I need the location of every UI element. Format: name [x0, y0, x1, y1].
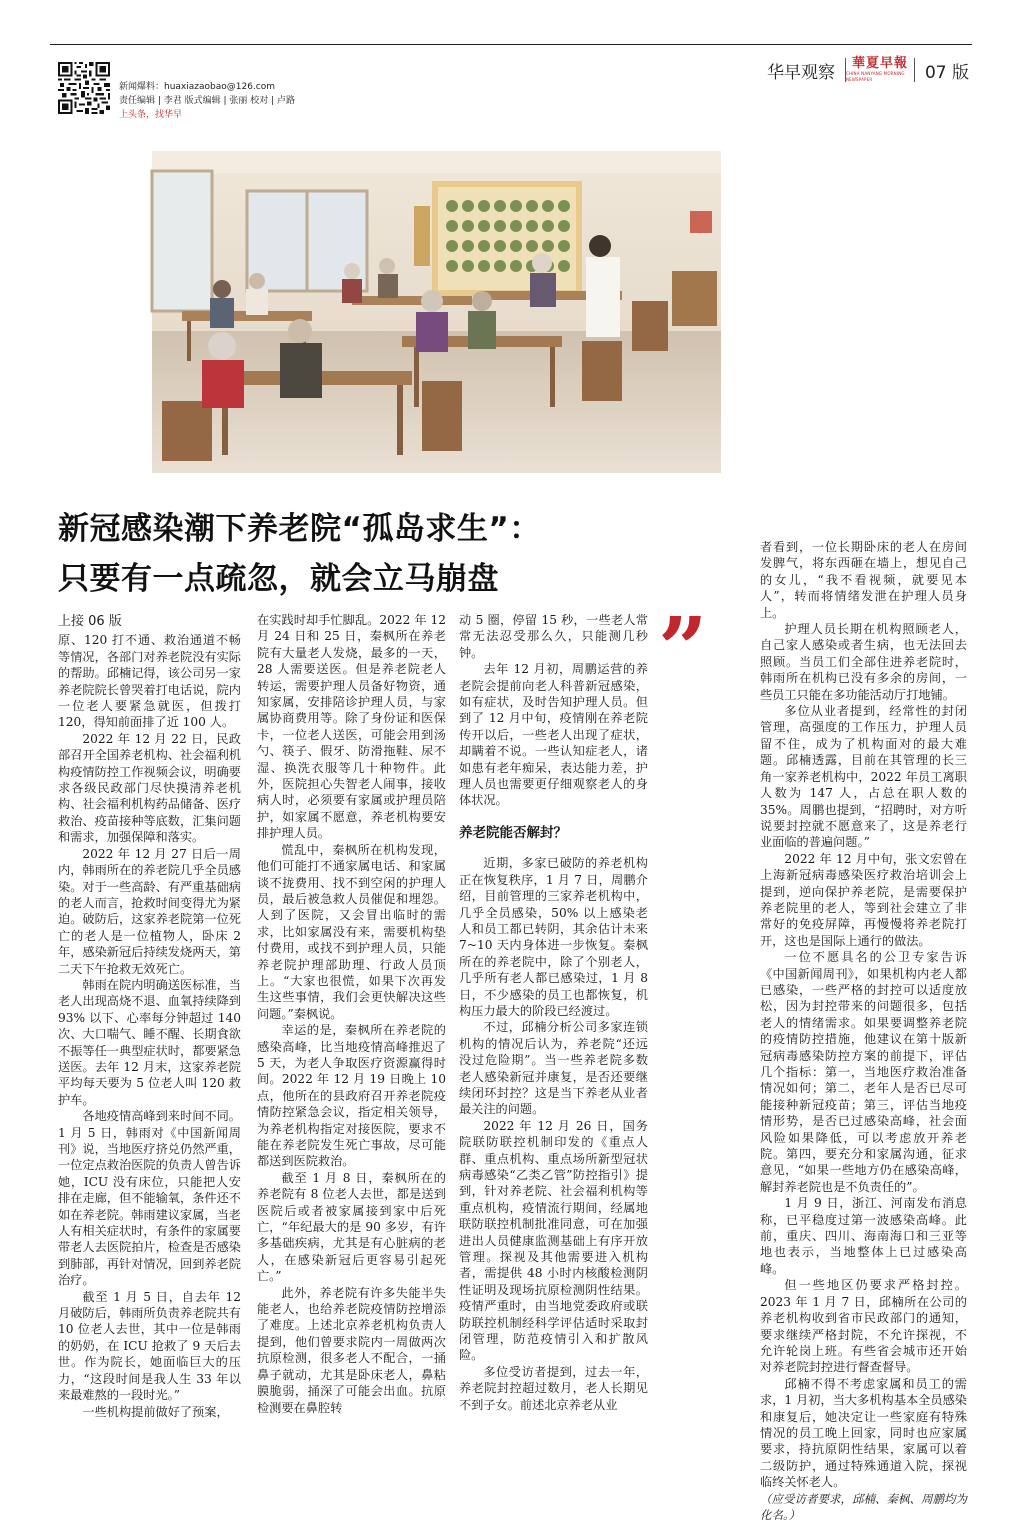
paragraph: 邱楠不得不考虑家属和员工的需求，1 月初，当大多机构基本全员感染和康复后，她决定让一些家庭有特殊情况的员工晚上回家，同时也应家属要求，持抗原阴性结果，家属可以着二级防护，通过特殊通道入院，探视临终关怀老人。	[760, 1376, 967, 1490]
paragraph: 2022 年 12 月 22 日，民政部召开全国养老机构、社会福利机构疫情防控工作视频会议，明确要求各级民政部门尽快摸清养老机构、社会福利机构药品储备、医疗救治、疫苗接种等底数，汇集问题和需求，加强保障和落实。	[58, 731, 241, 845]
logo-subtext: CHINA NANYANG MORNING NEWSPAPER	[845, 71, 905, 82]
page-number: 07 版	[924, 62, 969, 83]
headline-line-2: 只要有一点疏忽，就会立马崩盘	[58, 561, 499, 597]
masthead	[767, 58, 969, 82]
staff-line: 责任编辑 | 李君 版式编辑 | 张丽 校对 | 卢路	[119, 96, 295, 106]
headline-line-1: 新冠感染潮下养老院“孤岛求生”：	[58, 511, 541, 547]
paragraph: 慌乱中，秦枫所在机构发现，他们可能打不通家属电话、和家属谈不拢费用、找不到空闲的护理人员，最后被急救人员催促和埋怨。人到了医院，又会冒出临时的需求，比如家属没有来，需要机构垫付费用，或找不到护理人员，只能养老院护理部助理、行政人员顶上。“大家也很慌，如果下次再发生这些事情，我们会更快解决这些问题。”秦枫说。	[257, 842, 446, 1021]
quote-mark-icon: ”	[658, 599, 708, 700]
paragraph: 截至 1 月 5 日，自去年 12 月破防后，韩雨所负责养老院共有 10 位老人去世，其中一位是韩雨的奶奶，在 ICU 抢救了 9 天后去世。作为院长，她面临巨大的压力，“这段时间是我人生 33 年以来最难熬的一段时光。”	[58, 1289, 241, 1403]
article-column-4	[760, 539, 967, 1522]
paragraph: 各地疫情高峰到来时间不同。1 月 5 日，韩雨对《中国新闻周刊》说，当地医疗挤兑仍然严重，一位定点救治医院的负责人曾告诉她，ICU 没有床位，只能把人安排在走廊，但不能输氧，条件还不如在养老院。韩雨建议家属，当老人有相关症状时，有条件的家属要带老人去医院拍片，检查是否感染到肺部，再针对情况，回到养老院治疗。	[58, 1109, 241, 1288]
paragraph: 1 月 9 日，浙江、河南发布消息称，已平稳度过第一波感染高峰。此前，重庆、四川、海南海口和三亚等地也表示，当地整体上已过感染高峰。	[760, 1196, 967, 1276]
subheading: 养老院能否解封？	[459, 824, 567, 841]
paragraph: 但一些地区仍要求严格封控。2023 年 1 月 7 日，邱楠所在公司的养老机构收到省市民政部门的通知，要求继续严格封院，不允许探视，不允许轮岗上班。有些省会城市还开始对养老院封控进行督查督导。	[760, 1278, 967, 1375]
paragraph: 原、120 打不通、救治通道不畅等情况，各部门对养老院没有实际的帮助。邱楠记得，该公司另一家养老院院长曾哭着打电话说，院内一位老人要紧急就医，但拨打 120，得知前面排了近 100 人。	[58, 633, 241, 730]
paragraph: 护理人员长期在机构照顾老人，自己家人感染或者生病，也无法回去照顾。当员工们全部住进养老院时，韩雨所在机构已没有多余的房间，一些员工只能在多功能活动厅打地铺。	[760, 622, 967, 702]
paragraph: 在实践时却手忙脚乱。2022 年 12 月 24 日和 25 日，秦枫所在养老院有大量老人发烧，最多的一天，28 人需要送医。但是养老院老人转运，需要护理人员备好物资，通知家属，安排陪诊护理人员，与家属协商费用等。除了身份证和医保卡，一位老人送医，可能会用到汤勺、筷子、假牙、防滑拖鞋、尿不湿、换洗衣服等几十种物件。此外，医院担心失智老人闹事，接收病人时，必须要有家属或护理员陪护，如家属不愿意，养老机构要安排护理人员。	[257, 613, 446, 841]
continued-from: 上接 06 版	[58, 614, 122, 629]
slogan: 上头条，找华早	[119, 110, 183, 120]
article-column-3	[459, 612, 648, 1412]
paragraph: 近期，多家已破防的养老机构正在恢复秩序，1 月 7 日，周鹏介绍，目前管理的三家养老机构中，几乎全员感染，50% 以上感染老人和员工都已转阴，其余估计未来 7~10 天内身体进一步恢复。秦枫所在的养老院中，除了个别老人，几乎所有老人都已感染过，1 月 8 日，不少感染的员工也都恢复，机构压力最大的阶段已经渡过。	[459, 856, 648, 1018]
newspaper-logo	[845, 58, 915, 82]
paragraph: 此外，养老院有许多失能半失能老人，也给养老院疫情防控增添了难度。上述北京养老机构负责人提到，他们曾要求院内一周做两次抗原检测，很多老人不配合，一捅鼻子就动，尤其是卧床老人，鼻粘膜脆弱，捅深了可能会出血。抗原检测要在鼻腔转	[257, 1285, 446, 1415]
paragraph: 2022 年 12 月 26 日，国务院联防联控机制印发的《重点人群、重点机构、重点场所新型冠状病毒感染“乙类乙管”防控指引》提到，针对养老院、社会福利机构等重点机构，疫情流行期间，经属地联防联控机制批准同意，可在加强进出人员健康监测基础上有序开放管理。探视及其他需要进入机构者，需提供 48 小时内核酸检测阴性证明及现场抗原检测阴性结果。疫情严重时，由当地党委政府或联防联控机制经科学评估适时采取封闭管理，防范疫情引入和扩散风险。	[459, 1118, 648, 1363]
paragraph: 多位从业者提到，经常性的封闭管理，高强度的工作压力，护理人员留不住，成为了机构面对的最大难题。邱楠透露，目前在其管理的长三角一家养老机构中，2022 年员工离职人数为 147 人，占总在职人数的 35%。周鹏也提到，“招聘时，对方听说要封控就不愿意来了，这是养老行业面临的普遍问题。”	[760, 704, 967, 850]
headline	[58, 504, 698, 604]
header-meta	[119, 80, 295, 122]
paragraph: 一些机构提前做好了预案，	[82, 1404, 229, 1419]
article-photo	[152, 151, 721, 473]
paragraph: 韩雨在院内明确送医标准，当老人出现高烧不退、血氧持续降到 93% 以下、心率每分钟超过 140 次、大口喘气、睡不醒、长期食欲不振等任一典型症状时，都要紧急送医。去年 12 月末，这家养老院平均每天要为 5 位老人叫 120 救护车。	[58, 977, 241, 1107]
contact-line: 新闻爆料：huaxiazaobao@126.com	[119, 82, 276, 92]
logo-text: 華夏早報	[851, 56, 908, 71]
paragraph: 去年 12 月初，周鹏运营的养老院会提前向老人科普新冠感染，如有症状，及时告知护理人员。但到了 12 月中旬，疫情刚在养老院传开以后，一些老人出现了症状，却瞒着不说。一些认知症老人，诸如患有老年痴呆，表达能力差，护理人员也需要更仔细观察老人的身体状况。	[459, 662, 648, 808]
qr-code-icon	[58, 62, 110, 114]
paragraph: 动 5 圈，停留 15 秒，一些老人常常无法忍受那么久，只能测几秒钟。	[459, 613, 648, 660]
paragraph: 幸运的是，秦枫所在养老院的感染高峰，比当地疫情高峰推迟了 5 天，为老人争取医疗资源赢得时间。2022 年 12 月 19 日晚上 10 点，他所在的县政府召开养老院疫情防控紧急会议，指定相关领导，为养老机构指定对接医院，要求不能在养老院发生死亡事故，尽可能都送到医院救治。	[257, 1023, 446, 1169]
paragraph: 者看到，一位长期卧床的老人在房间发脾气，将东西砸在墙上，想见自己的女儿，“我不看视频，就要见本人”，转而将情绪发泄在护理人员身上。	[760, 540, 967, 620]
article-column-2	[257, 612, 446, 1415]
paragraph: 2022 年 12 月中旬，张文宏曾在上海新冠病毒感染医疗救治培训会上提到，逆向保护养老院，是需要保护养老院里的老人，等到社会建立了非常好的免疫屏障，再慢慢将养老院打开，这也是国际上通行的做法。	[760, 851, 967, 948]
pseudonym-note: （应受访者要求，邱楠、秦枫、周鹏均为化名。）	[760, 1491, 967, 1522]
paragraph: 一位不愿具名的公卫专家告诉《中国新闻周刊》，如果机构内老人都已感染，一些严格的封控可以适度放松，因为封控带来的问题很多，包括老人的情绪需求。如果要调整养老院的疫情防控措施，他建议在第十版新冠病毒感染防控方案的前提下，评估几个指标：第一，当地医疗救治准备情况如何；第二，老年人是否已尽可能接种新冠疫苗；第三，评估当地疫情形势，是否已过感染高峰，社会面风险如果降低，可以考虑放开养老院。第四，要充分和家属沟通，征求意见，“如果一些地方仍在感染高峰，解封养老院也是不负责任的”。	[760, 950, 967, 1194]
section-name: 华早观察	[766, 62, 835, 83]
paragraph: 不过，邱楠分析公司多家连锁机构的情况后认为，养老院“还远没过危险期”。当一些养老院多数老人感染新冠并康复，是否还要继续闭环封控？这是当下养老从业者最关注的问题。	[459, 1020, 648, 1117]
paragraph: 2022 年 12 月 27 日后一周内，韩雨所在的养老院几乎全员感染。对于一些高龄、有严重基础病的老人而言，抢救时间变得尤为紧迫。破防后，这家养老院第一位死亡的老人是一位植物人，卧床 2 年，感染新冠后持续发烧两天，第二天下午抢救无效死亡。	[58, 846, 241, 976]
paragraph: 多位受访者提到，过去一年，养老院封控超过数月，老人长期见不到子女。前述北京养老从业	[459, 1364, 648, 1412]
article-column-1	[58, 614, 241, 1419]
paragraph: 截至 1 月 8 日，秦枫所在的养老院有 8 位老人去世，都是送到医院后或者被家属接到家中后死亡，“年纪最大的是 90 多岁，有许多基础疾病，尤其是有心脏病的老人，在感染新冠后更容易引起死亡。”	[257, 1170, 446, 1284]
top-rule	[50, 44, 972, 45]
